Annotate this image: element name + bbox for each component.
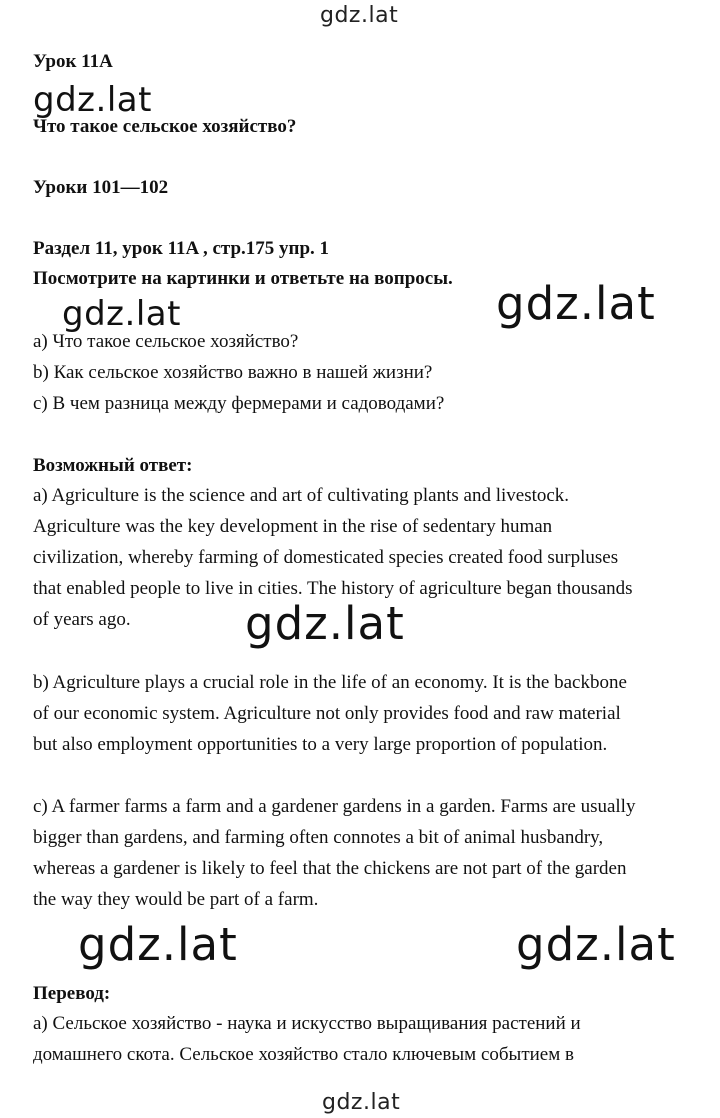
answer-a-line: Agriculture was the key development in the rise of sedentary human <box>33 516 553 537</box>
answer-c-line: the way they would be part of a farm. <box>33 889 319 910</box>
topic-title: Что такое сельское хозяйство? <box>33 116 297 137</box>
translation-heading: Перевод: <box>33 983 111 1004</box>
watermark-right-mid: gdz.lat <box>496 277 656 330</box>
watermark-footer: gdz.lat <box>322 1090 401 1115</box>
answer-a-line: of years ago. <box>33 609 131 630</box>
answer-c-line: whereas a gardener is likely to feel that the chickens are not part of the garden <box>33 858 627 879</box>
exercise-section: Раздел 11, урок 11A , стр.175 упр. 1 <box>33 238 330 259</box>
lesson-title: Урок 11A <box>33 51 113 72</box>
answer-b-line: but also employment opportunities to a very large proportion of population. <box>33 734 608 755</box>
translation-line: a) Сельское хозяйство - наука и искусство выращивания растений и <box>33 1013 581 1034</box>
watermark-left-mid: gdz.lat <box>62 294 181 334</box>
question-c: c) В чем разница между фермерами и садоводами? <box>33 393 445 414</box>
watermark-center: gdz.lat <box>245 597 405 650</box>
watermark-header: gdz.lat <box>33 80 152 120</box>
answer-heading: Возможный ответ: <box>33 455 193 476</box>
question-b: b) Как сельское хозяйство важно в нашей жизни? <box>33 362 433 383</box>
translation-line: домашнего скота. Сельское хозяйство стало ключевым событием в <box>33 1044 574 1065</box>
answer-a-line: civilization, whereby farming of domesticated species created food surpluses <box>33 547 619 568</box>
answer-b-line: b) Agriculture plays a crucial role in the life of an economy. It is the backbone <box>33 672 627 693</box>
answer-a-line: a) Agriculture is the science and art of cultivating plants and livestock. <box>33 485 570 506</box>
answer-b-line: of our economic system. Agriculture not only provides food and raw material <box>33 703 621 724</box>
watermark-bottom-left: gdz.lat <box>78 918 238 971</box>
answer-c-line: c) A farmer farms a farm and a gardener gardens in a garden. Farms are usually <box>33 796 636 817</box>
answer-c-line: bigger than gardens, and farming often connotes a bit of animal husbandry, <box>33 827 604 848</box>
watermark-top: gdz.lat <box>320 3 399 28</box>
question-a: a) Что такое сельское хозяйство? <box>33 331 299 352</box>
answer-a-line: that enabled people to live in cities. The history of agriculture began thousands <box>33 578 633 599</box>
lessons-range: Уроки 101—102 <box>33 177 169 198</box>
watermark-bottom-right: gdz.lat <box>516 918 676 971</box>
exercise-instruction: Посмотрите на картинки и ответьте на вопросы. <box>33 268 453 289</box>
